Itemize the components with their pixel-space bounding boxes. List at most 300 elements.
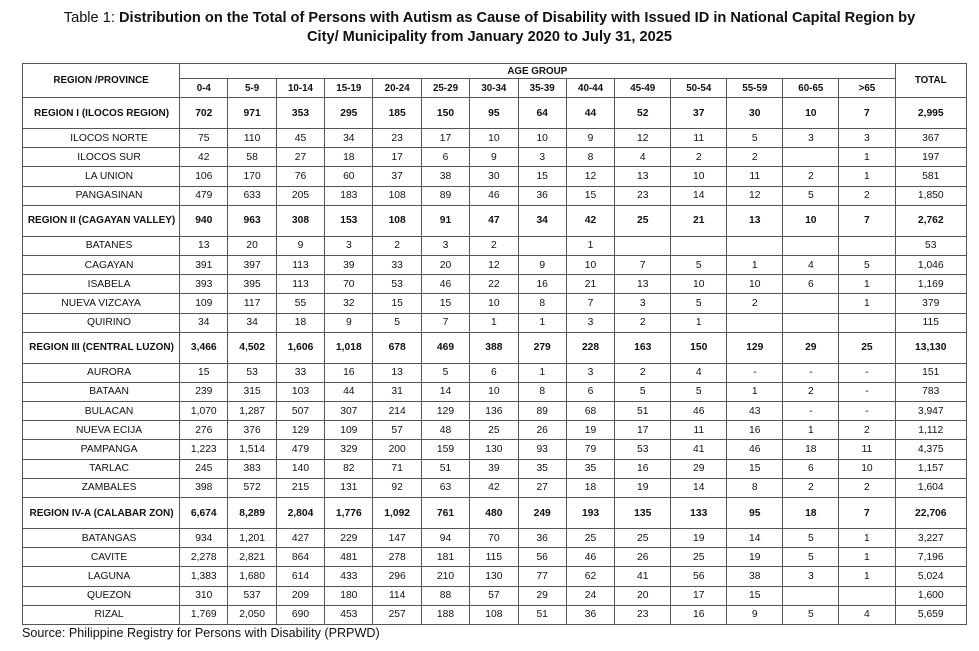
value-cell: 11 (727, 167, 783, 186)
value-cell: 1,092 (373, 498, 421, 529)
value-cell: 1 (671, 313, 727, 332)
value-cell: 32 (325, 294, 373, 313)
province-name: QUEZON (23, 586, 180, 605)
value-cell: 5 (671, 382, 727, 401)
table-title (0, 9, 979, 47)
value-cell: 16 (671, 605, 727, 624)
value-cell: - (727, 363, 783, 382)
value-cell: 46 (727, 440, 783, 459)
value-cell: 57 (470, 586, 518, 605)
province-row (23, 148, 967, 167)
value-cell: 76 (276, 167, 324, 186)
header-age-1: 5-9 (228, 79, 276, 98)
total-cell: 1,604 (895, 478, 966, 497)
value-cell: 376 (228, 421, 276, 440)
value-cell: 2 (727, 148, 783, 167)
value-cell: 42 (470, 478, 518, 497)
province-name: BATANGAS (23, 529, 180, 548)
value-cell: 1 (839, 294, 895, 313)
value-cell: 20 (228, 236, 276, 255)
value-cell: 22 (470, 275, 518, 294)
value-cell: 3 (839, 129, 895, 148)
value-cell: 4 (671, 363, 727, 382)
value-cell: 229 (325, 529, 373, 548)
value-cell: 38 (421, 167, 469, 186)
value-cell: 36 (566, 605, 614, 624)
value-cell: 1,201 (228, 529, 276, 548)
value-cell: 5 (373, 313, 421, 332)
value-cell (783, 294, 839, 313)
province-name: CAGAYAN (23, 255, 180, 274)
title-line-2: City/ Municipality from January 2020 to July 31, 2025 (307, 29, 672, 45)
value-cell: 3,466 (180, 332, 228, 363)
value-cell: 2,050 (228, 605, 276, 624)
province-name: NUEVA ECIJA (23, 421, 180, 440)
total-cell: 22,706 (895, 498, 966, 529)
value-cell: 56 (518, 548, 566, 567)
value-cell: 940 (180, 205, 228, 236)
value-cell: 209 (276, 586, 324, 605)
value-cell: 18 (783, 498, 839, 529)
value-cell: 110 (228, 129, 276, 148)
region-name: REGION IV-A (CALABAR ZON) (23, 498, 180, 529)
value-cell: 95 (470, 98, 518, 129)
total-cell: 4,375 (895, 440, 966, 459)
value-cell: 257 (373, 605, 421, 624)
province-row (23, 478, 967, 497)
value-cell: 214 (373, 402, 421, 421)
value-cell: 8 (727, 478, 783, 497)
value-cell: 95 (727, 498, 783, 529)
value-cell: 10 (783, 98, 839, 129)
value-cell: 1 (839, 275, 895, 294)
value-cell: 5 (783, 548, 839, 567)
value-cell: 15 (566, 186, 614, 205)
value-cell: 19 (671, 529, 727, 548)
value-cell: 15 (518, 167, 566, 186)
value-cell: 159 (421, 440, 469, 459)
value-cell: 761 (421, 498, 469, 529)
value-cell: 6 (470, 363, 518, 382)
value-cell: 18 (566, 478, 614, 497)
value-cell: 1 (727, 382, 783, 401)
value-cell: 25 (470, 421, 518, 440)
header-age-3: 15-19 (325, 79, 373, 98)
header-age-4: 20-24 (373, 79, 421, 98)
value-cell: 19 (566, 421, 614, 440)
value-cell: 93 (518, 440, 566, 459)
value-cell: 481 (325, 548, 373, 567)
value-cell: 479 (276, 440, 324, 459)
value-cell (671, 236, 727, 255)
value-cell: 34 (325, 129, 373, 148)
total-cell: 1,850 (895, 186, 966, 205)
value-cell: 45 (276, 129, 324, 148)
value-cell: 963 (228, 205, 276, 236)
value-cell: 480 (470, 498, 518, 529)
total-cell: 1,157 (895, 459, 966, 478)
value-cell: 48 (421, 421, 469, 440)
value-cell: 185 (373, 98, 421, 129)
value-cell: 6 (783, 459, 839, 478)
total-cell: 13,130 (895, 332, 966, 363)
value-cell: 130 (470, 567, 518, 586)
province-name: RIZAL (23, 605, 180, 624)
value-cell: 4 (839, 605, 895, 624)
value-cell: 5 (421, 363, 469, 382)
province-name: BATAAN (23, 382, 180, 401)
value-cell: 20 (421, 255, 469, 274)
value-cell: 7 (839, 205, 895, 236)
value-cell: 108 (373, 205, 421, 236)
value-cell: 1 (839, 567, 895, 586)
value-cell: 30 (470, 167, 518, 186)
value-cell: 18 (325, 148, 373, 167)
title-text-1: Distribution on the Total of Persons with Autism as Cause of Disability with Issued ID in National Capital Region by (118, 10, 916, 26)
total-cell: 3,947 (895, 402, 966, 421)
value-cell: 82 (325, 459, 373, 478)
value-cell: 1 (727, 255, 783, 274)
value-cell: 1 (518, 363, 566, 382)
value-cell: 136 (470, 402, 518, 421)
value-cell: 51 (421, 459, 469, 478)
value-cell: 17 (615, 421, 671, 440)
value-cell: 37 (671, 98, 727, 129)
province-row (23, 567, 967, 586)
value-cell: 12 (566, 167, 614, 186)
total-cell: 1,112 (895, 421, 966, 440)
total-cell: 197 (895, 148, 966, 167)
value-cell: 41 (671, 440, 727, 459)
value-cell: 39 (325, 255, 373, 274)
value-cell: 9 (276, 236, 324, 255)
value-cell: 23 (615, 186, 671, 205)
value-cell: 12 (727, 186, 783, 205)
value-cell: 3 (518, 148, 566, 167)
value-cell: 53 (228, 363, 276, 382)
value-cell: 108 (373, 186, 421, 205)
value-cell: 115 (470, 548, 518, 567)
value-cell: - (783, 402, 839, 421)
value-cell: 75 (180, 129, 228, 148)
value-cell: 16 (727, 421, 783, 440)
value-cell: 3 (615, 294, 671, 313)
value-cell: 8,289 (228, 498, 276, 529)
province-name: ZAMBALES (23, 478, 180, 497)
value-cell: 507 (276, 402, 324, 421)
value-cell: 38 (727, 567, 783, 586)
province-row (23, 186, 967, 205)
value-cell: - (839, 363, 895, 382)
value-cell: 163 (615, 332, 671, 363)
value-cell: 8 (518, 294, 566, 313)
value-cell: 19 (727, 548, 783, 567)
header-age-9: 45-49 (615, 79, 671, 98)
value-cell: 129 (727, 332, 783, 363)
value-cell: 1,223 (180, 440, 228, 459)
value-cell: 5 (783, 529, 839, 548)
province-row (23, 167, 967, 186)
region-row (23, 205, 967, 236)
value-cell: 5 (783, 605, 839, 624)
value-cell: 2,278 (180, 548, 228, 567)
value-cell: 18 (783, 440, 839, 459)
value-cell: 135 (615, 498, 671, 529)
value-cell: 7 (566, 294, 614, 313)
value-cell: 13 (180, 236, 228, 255)
value-cell: 8 (518, 382, 566, 401)
value-cell: - (839, 382, 895, 401)
value-cell: 1 (839, 148, 895, 167)
value-cell: 34 (180, 313, 228, 332)
value-cell: 25 (615, 529, 671, 548)
value-cell: 170 (228, 167, 276, 186)
value-cell: 15 (727, 586, 783, 605)
value-cell: 5 (783, 186, 839, 205)
province-name: LA UNION (23, 167, 180, 186)
province-name: LAGUNA (23, 567, 180, 586)
region-row (23, 332, 967, 363)
value-cell: 315 (228, 382, 276, 401)
value-cell: 27 (276, 148, 324, 167)
value-cell: 245 (180, 459, 228, 478)
value-cell: 1 (839, 167, 895, 186)
value-cell: 228 (566, 332, 614, 363)
header-age-5: 25-29 (421, 79, 469, 98)
value-cell: 79 (566, 440, 614, 459)
value-cell: 702 (180, 98, 228, 129)
value-cell: 11 (671, 129, 727, 148)
header-age-12: 60-65 (783, 79, 839, 98)
value-cell: 9 (470, 148, 518, 167)
value-cell: 934 (180, 529, 228, 548)
value-cell: 29 (518, 586, 566, 605)
value-cell: 15 (421, 294, 469, 313)
province-row (23, 440, 967, 459)
value-cell (783, 236, 839, 255)
value-cell: 3 (566, 363, 614, 382)
value-cell: 18 (276, 313, 324, 332)
value-cell: 68 (566, 402, 614, 421)
value-cell: 453 (325, 605, 373, 624)
value-cell: 6,674 (180, 498, 228, 529)
region-row (23, 498, 967, 529)
source-note: Source: Philippine Registry for Persons with Disability (PRPWD) (22, 626, 380, 640)
value-cell (839, 586, 895, 605)
value-cell: 427 (276, 529, 324, 548)
value-cell: 391 (180, 255, 228, 274)
province-name: CAVITE (23, 548, 180, 567)
header-age-13: >65 (839, 79, 895, 98)
value-cell: 17 (421, 129, 469, 148)
value-cell: 10 (470, 129, 518, 148)
value-cell: 70 (325, 275, 373, 294)
value-cell: 690 (276, 605, 324, 624)
value-cell: 14 (727, 529, 783, 548)
value-cell: 147 (373, 529, 421, 548)
value-cell: 383 (228, 459, 276, 478)
value-cell: 1,018 (325, 332, 373, 363)
province-row (23, 605, 967, 624)
value-cell: 14 (671, 478, 727, 497)
value-cell: 25 (839, 332, 895, 363)
value-cell: 2 (783, 382, 839, 401)
value-cell: 10 (566, 255, 614, 274)
value-cell: 3 (421, 236, 469, 255)
value-cell: 14 (421, 382, 469, 401)
total-cell: 379 (895, 294, 966, 313)
value-cell: 5 (671, 255, 727, 274)
value-cell: 89 (518, 402, 566, 421)
value-cell: 1,287 (228, 402, 276, 421)
value-cell: 37 (373, 167, 421, 186)
total-cell: 581 (895, 167, 966, 186)
value-cell (518, 236, 566, 255)
value-cell: 1,070 (180, 402, 228, 421)
value-cell: 10 (671, 275, 727, 294)
value-cell: 25 (615, 205, 671, 236)
value-cell: 11 (839, 440, 895, 459)
header-age-6: 30-34 (470, 79, 518, 98)
value-cell: 469 (421, 332, 469, 363)
value-cell: 7 (839, 98, 895, 129)
value-cell: - (783, 363, 839, 382)
province-row (23, 421, 967, 440)
header-age-2: 10-14 (276, 79, 324, 98)
value-cell: 2 (839, 421, 895, 440)
value-cell: 7 (615, 255, 671, 274)
value-cell: 2 (615, 363, 671, 382)
total-cell: 783 (895, 382, 966, 401)
value-cell: 3 (783, 129, 839, 148)
value-cell: 1 (470, 313, 518, 332)
value-cell: 63 (421, 478, 469, 497)
value-cell: 193 (566, 498, 614, 529)
region-row (23, 98, 967, 129)
value-cell: 9 (727, 605, 783, 624)
province-name: QUIRINO (23, 313, 180, 332)
total-cell: 1,169 (895, 275, 966, 294)
value-cell: 278 (373, 548, 421, 567)
province-name: ILOCOS NORTE (23, 129, 180, 148)
value-cell: 46 (671, 402, 727, 421)
total-cell: 5,659 (895, 605, 966, 624)
value-cell: 308 (276, 205, 324, 236)
value-cell: 183 (325, 186, 373, 205)
value-cell: 10 (470, 382, 518, 401)
province-row (23, 459, 967, 478)
value-cell: 113 (276, 275, 324, 294)
value-cell: 181 (421, 548, 469, 567)
value-cell: 77 (518, 567, 566, 586)
title-line-1 (0, 9, 979, 28)
value-cell: 2,804 (276, 498, 324, 529)
value-cell: 10 (470, 294, 518, 313)
value-cell: 13 (373, 363, 421, 382)
value-cell: 9 (566, 129, 614, 148)
value-cell: 41 (615, 567, 671, 586)
value-cell: 46 (566, 548, 614, 567)
value-cell: 16 (615, 459, 671, 478)
value-cell: 433 (325, 567, 373, 586)
value-cell: 23 (615, 605, 671, 624)
value-cell: 7 (839, 498, 895, 529)
value-cell (727, 313, 783, 332)
value-cell: 39 (470, 459, 518, 478)
value-cell: 15 (727, 459, 783, 478)
value-cell: 4,502 (228, 332, 276, 363)
value-cell: 109 (325, 421, 373, 440)
value-cell: 1,383 (180, 567, 228, 586)
region-name: REGION I (ILOCOS REGION) (23, 98, 180, 129)
value-cell: 29 (671, 459, 727, 478)
value-cell: 188 (421, 605, 469, 624)
value-cell: 23 (373, 129, 421, 148)
value-cell: 2 (615, 313, 671, 332)
value-cell: 25 (566, 529, 614, 548)
value-cell: 8 (566, 148, 614, 167)
value-cell: 3 (566, 313, 614, 332)
province-row (23, 275, 967, 294)
value-cell: 2 (839, 478, 895, 497)
value-cell: 397 (228, 255, 276, 274)
value-cell (783, 313, 839, 332)
value-cell: 34 (518, 205, 566, 236)
value-cell: 9 (325, 313, 373, 332)
value-cell: 3 (325, 236, 373, 255)
province-row (23, 586, 967, 605)
value-cell: 42 (180, 148, 228, 167)
total-cell: 3,227 (895, 529, 966, 548)
value-cell: 113 (276, 255, 324, 274)
value-cell: 2,821 (228, 548, 276, 567)
value-cell: 47 (470, 205, 518, 236)
value-cell: 26 (518, 421, 566, 440)
value-cell: 51 (518, 605, 566, 624)
value-cell (783, 148, 839, 167)
value-cell: - (839, 402, 895, 421)
value-cell: 215 (276, 478, 324, 497)
total-cell: 151 (895, 363, 966, 382)
value-cell: 15 (180, 363, 228, 382)
value-cell: 21 (671, 205, 727, 236)
value-cell: 30 (727, 98, 783, 129)
province-row (23, 402, 967, 421)
distribution-table (22, 63, 967, 625)
value-cell: 388 (470, 332, 518, 363)
province-name: TARLAC (23, 459, 180, 478)
province-name: BATANES (23, 236, 180, 255)
value-cell: 249 (518, 498, 566, 529)
value-cell: 131 (325, 478, 373, 497)
value-cell: 1,776 (325, 498, 373, 529)
province-name: ILOCOS SUR (23, 148, 180, 167)
value-cell: 35 (518, 459, 566, 478)
value-cell: 52 (615, 98, 671, 129)
region-name: REGION II (CAGAYAN VALLEY) (23, 205, 180, 236)
value-cell: 1,769 (180, 605, 228, 624)
total-cell: 367 (895, 129, 966, 148)
value-cell: 4 (783, 255, 839, 274)
value-cell: 71 (373, 459, 421, 478)
value-cell: 91 (421, 205, 469, 236)
value-cell: 46 (470, 186, 518, 205)
value-cell: 57 (373, 421, 421, 440)
value-cell: 129 (421, 402, 469, 421)
value-cell: 129 (276, 421, 324, 440)
value-cell: 24 (566, 586, 614, 605)
value-cell: 108 (470, 605, 518, 624)
